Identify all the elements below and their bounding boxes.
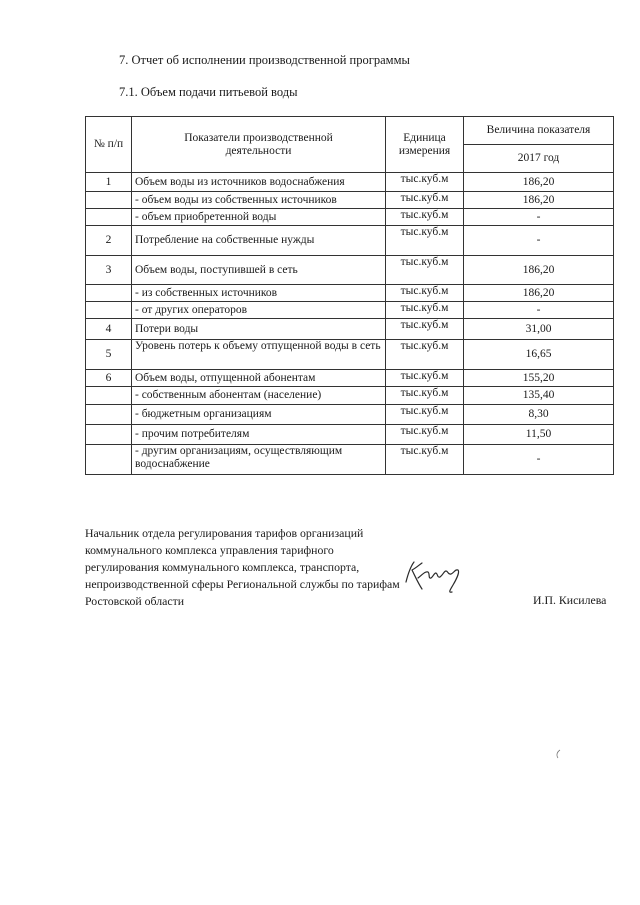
row-number	[86, 285, 132, 302]
header-value-group: Величина показателя	[464, 117, 614, 145]
table-row	[86, 285, 614, 302]
row-unit: тыс.куб.м	[386, 302, 464, 319]
row-unit: тыс.куб.м	[386, 173, 464, 192]
row-indicator: Объем воды из источников водоснабжения	[132, 173, 386, 192]
row-number: 2	[86, 226, 132, 256]
row-unit: тыс.куб.м	[386, 425, 464, 445]
table-row	[86, 425, 614, 445]
row-indicator: Уровень потерь к объему отпущенной воды в сеть	[132, 340, 386, 370]
row-number: 4	[86, 319, 132, 340]
handwritten-signature	[398, 556, 468, 596]
row-number: 6	[86, 370, 132, 387]
row-unit: тыс.куб.м	[386, 192, 464, 209]
row-value: 155,20	[464, 370, 614, 387]
row-indicator: Объем воды, поступившей в сеть	[132, 256, 386, 285]
table-row	[86, 302, 614, 319]
row-value: 135,40	[464, 387, 614, 405]
water-supply-table	[85, 116, 614, 475]
row-value: -	[464, 226, 614, 256]
row-unit: тыс.куб.м	[386, 370, 464, 387]
row-indicator: - другим организациям, осуществляющим водоснабжение	[132, 445, 386, 475]
header-year: 2017 год	[464, 145, 614, 173]
row-indicator: Потребление на собственные нужды	[132, 226, 386, 256]
row-value: 186,20	[464, 192, 614, 209]
stray-mark-icon	[553, 748, 563, 762]
table-row	[86, 226, 614, 256]
row-value: 186,20	[464, 285, 614, 302]
row-indicator: - от других операторов	[132, 302, 386, 319]
row-unit: тыс.куб.м	[386, 256, 464, 285]
row-unit: тыс.куб.м	[386, 319, 464, 340]
header-unit: Единица измерения	[386, 117, 464, 173]
row-unit: тыс.куб.м	[386, 285, 464, 302]
row-value: -	[464, 445, 614, 475]
row-number	[86, 405, 132, 425]
row-unit: тыс.куб.м	[386, 209, 464, 226]
row-indicator: - собственным абонентам (население)	[132, 387, 386, 405]
row-indicator: Объем воды, отпущенной абонентам	[132, 370, 386, 387]
row-number	[86, 425, 132, 445]
row-value: -	[464, 209, 614, 226]
row-indicator: - прочим потребителям	[132, 425, 386, 445]
table-row	[86, 445, 614, 475]
table-row	[86, 405, 614, 425]
row-value: 11,50	[464, 425, 614, 445]
row-number: 3	[86, 256, 132, 285]
table-row	[86, 370, 614, 387]
row-unit: тыс.куб.м	[386, 405, 464, 425]
row-unit: тыс.куб.м	[386, 445, 464, 475]
table-row	[86, 256, 614, 285]
subsection-title: 7.1. Объем подачи питьевой воды	[119, 85, 298, 99]
header-indicator: Показатели производственной деятельности	[132, 117, 386, 173]
row-indicator: Потери воды	[132, 319, 386, 340]
signature-block-text: Начальник отдела регулирования тарифов организаций коммунального комплекса управления тарифного регулирования коммунального комплекса, транспорта, непроизводственной сферы Региональной службы по тарифам Ростовской области	[85, 526, 400, 608]
row-number	[86, 192, 132, 209]
signer-name: И.П. Кисилева	[533, 593, 607, 607]
row-indicator: - из собственных источников	[132, 285, 386, 302]
row-unit: тыс.куб.м	[386, 340, 464, 370]
table-row	[86, 319, 614, 340]
row-number: 1	[86, 173, 132, 192]
header-number: № п/п	[86, 117, 132, 173]
row-number: 5	[86, 340, 132, 370]
row-number	[86, 302, 132, 319]
row-value: 186,20	[464, 256, 614, 285]
row-indicator: - объем воды из собственных источников	[132, 192, 386, 209]
row-indicator: - объем приобретенной воды	[132, 209, 386, 226]
row-value: 16,65	[464, 340, 614, 370]
row-number	[86, 209, 132, 226]
table-row	[86, 173, 614, 192]
table-row	[86, 340, 614, 370]
row-value: 31,00	[464, 319, 614, 340]
row-indicator: - бюджетным организациям	[132, 405, 386, 425]
row-number	[86, 445, 132, 475]
table-row	[86, 209, 614, 226]
table-row	[86, 192, 614, 209]
row-value: 186,20	[464, 173, 614, 192]
row-value: 8,30	[464, 405, 614, 425]
table-row	[86, 387, 614, 405]
row-unit: тыс.куб.м	[386, 387, 464, 405]
row-value: -	[464, 302, 614, 319]
row-unit: тыс.куб.м	[386, 226, 464, 256]
section-title: 7. Отчет об исполнении производственной программы	[119, 53, 410, 67]
row-number	[86, 387, 132, 405]
